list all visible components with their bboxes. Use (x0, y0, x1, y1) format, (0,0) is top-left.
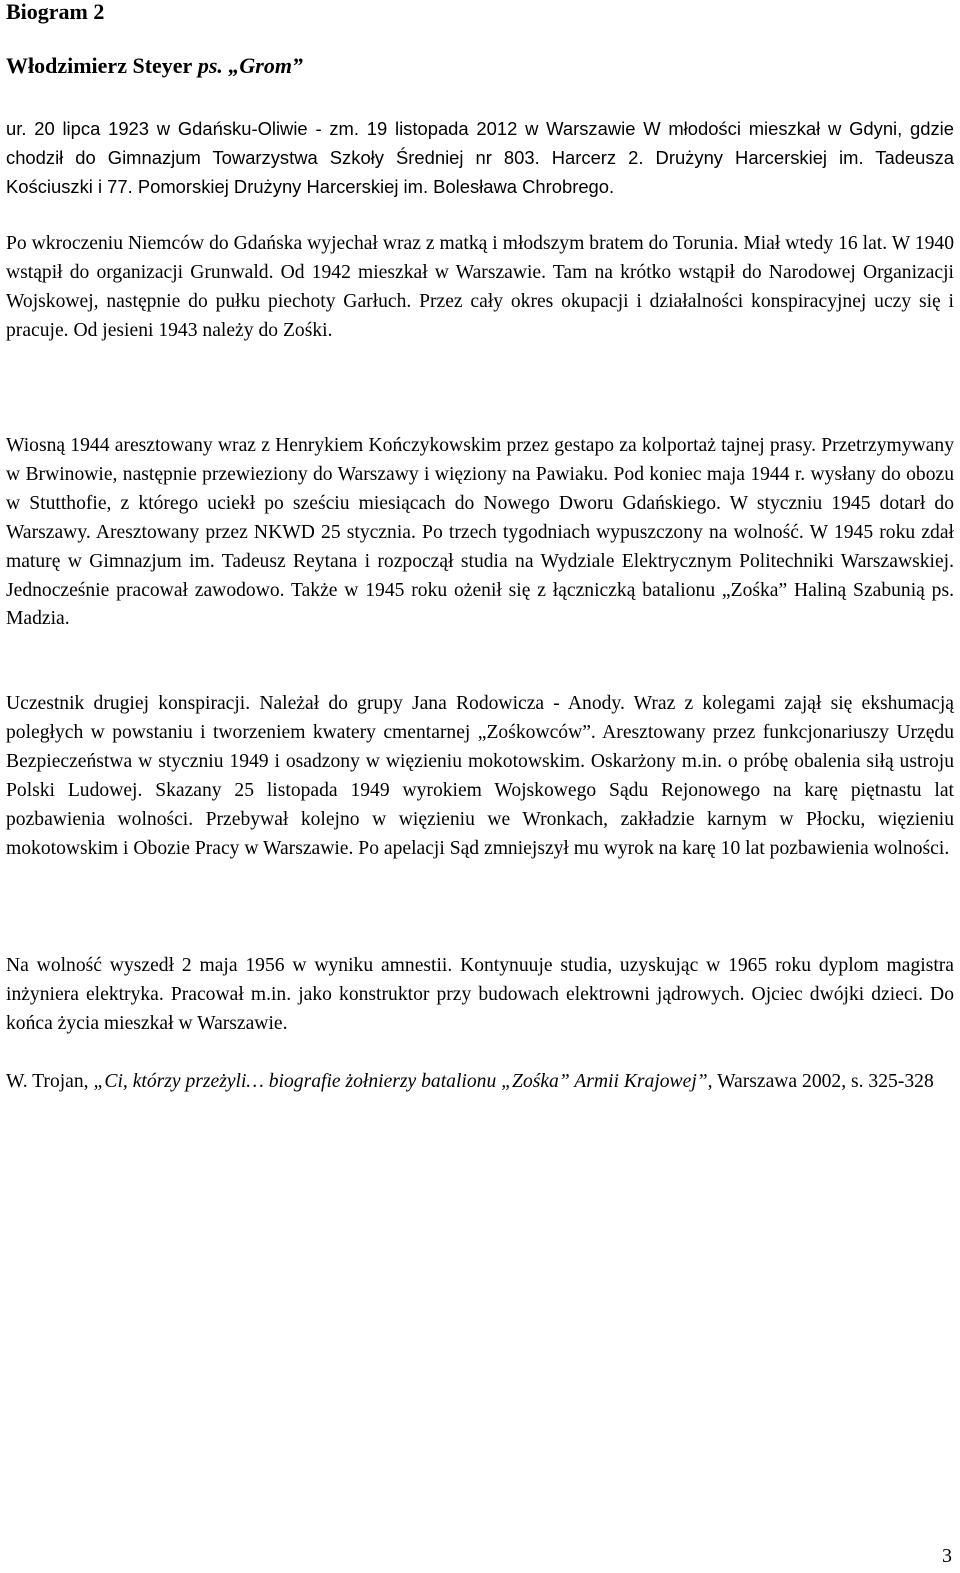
paragraph-occupation: Po wkroczeniu Niemców do Gdańska wyjechał wraz z matką i młodszym bratem do Torunia. Miał wtedy 16 lat. W 1940 wstąpił do organizacji Grunwald. Od 1942 mieszkał w Warszawie. Tam na krótko wstąpił do Narodowej Organizacji Wojskowej, następnie do pułku piechoty Garłuch. Przez cały okres okupacji i działalności konspiracyjnej uczy się i pracuje. Od jesieni 1943 należy do Zośki. (6, 233, 954, 341)
paragraph-birth-youth: ur. 20 lipca 1923 w Gdańsku-Oliwie - zm. 19 listopada 2012 w Warszawie W młodości mieszkał w Gdyni, gdzie chodził do Gimnazjum Towarzystwa Szkoły Średniej nr 803. Harcerz 2. Drużyny Harcerskiej im. Tadeusza Kościuszki i 77. Pomorskiej Drużyny Harcerskiej im. Bolesława Chrobrego. (6, 118, 954, 197)
paragraph-second-conspiracy: Uczestnik drugiej konspiracji. Należał do grupy Jana Rodowicza - Anody. Wraz z kolegami zajął się ekshumacją poległych w powstaniu i tworzeniem kwatery cmentarnej „Zośkowców”. Aresztowany przez funkcjonariuszy Urzędu Bezpieczeństwa w styczniu 1949 i osadzony w więzieniu mokotowskim. Oskarżony m.in. o próbę obalenia siłą ustroju Polski Ludowej. Skazany 25 listopada 1949 wyrokiem Wojskowego Sądu Rejonowego na karę piętnastu lat pozbawienia wolności. Przebywał kolejno w więzieniu we Wronkach, zakładzie karnym w Płocku, więzieniu mokotowskim i Obozie Pracy w Warszawie. Po apelacji Sąd zmniejszył mu wyrok na karę 10 lat pozbawienia wolności. (6, 693, 954, 859)
citation (6, 1068, 954, 1097)
paragraph-arrest-1944: Wiosną 1944 aresztowany wraz z Henrykiem Kończykowskim przez gestapo za kolportaż tajnej prasy. Przetrzymywany w Brwinowie, następnie przewieziony do Warszawy i więziony na Pawiaku. Pod koniec maja 1944 r. wysłany do obozu w Stutthofie, z którego uciekł po sześciu miesiącach do Nowego Dworu Gdańskiego. W styczniu 1945 dotarł do Warszawy. Aresztowany przez NKWD 25 stycznia. Po trzech tygodniach wypuszczony na wolność. W 1945 roku zdał maturę w Gimnazjum im. Tadeusz Reytana i rozpoczął studia na Wydziale Elektrycznym Politechniki Warszawskiej. Jednocześnie pracował zawodowo. Także w 1945 roku ożenił się z łączniczką batalionu „Zośka” Haliną Szabunią ps. Madzia. (6, 435, 954, 630)
paragraph-release: Na wolność wyszedł 2 maja 1956 w wyniku amnestii. Kontynuuje studia, uzyskując w 1965 roku dyplom magistra inżyniera elektryka. Pracował m.in. jako konstruktor przy budowach elektrowni jądrowych. Ojciec dwójki dzieci. Do końca życia mieszkał w Warszawie. (6, 955, 954, 1034)
subject-pseudonym: ps. „Grom” (197, 53, 303, 78)
citation-title: „Ci, którzy przeżyli… biografie żołnierzy batalionu „Zośka” Armii Krajowej” (93, 1071, 708, 1092)
subject-line (6, 52, 303, 80)
page-number: 3 (942, 1545, 952, 1567)
citation-rest: , Warszawa 2002, s. 325-328 (707, 1071, 934, 1092)
document-heading: Biogram 2 (6, 0, 105, 24)
subject-name: Włodzimierz Steyer (6, 53, 193, 78)
citation-author: W. Trojan, (6, 1071, 94, 1092)
